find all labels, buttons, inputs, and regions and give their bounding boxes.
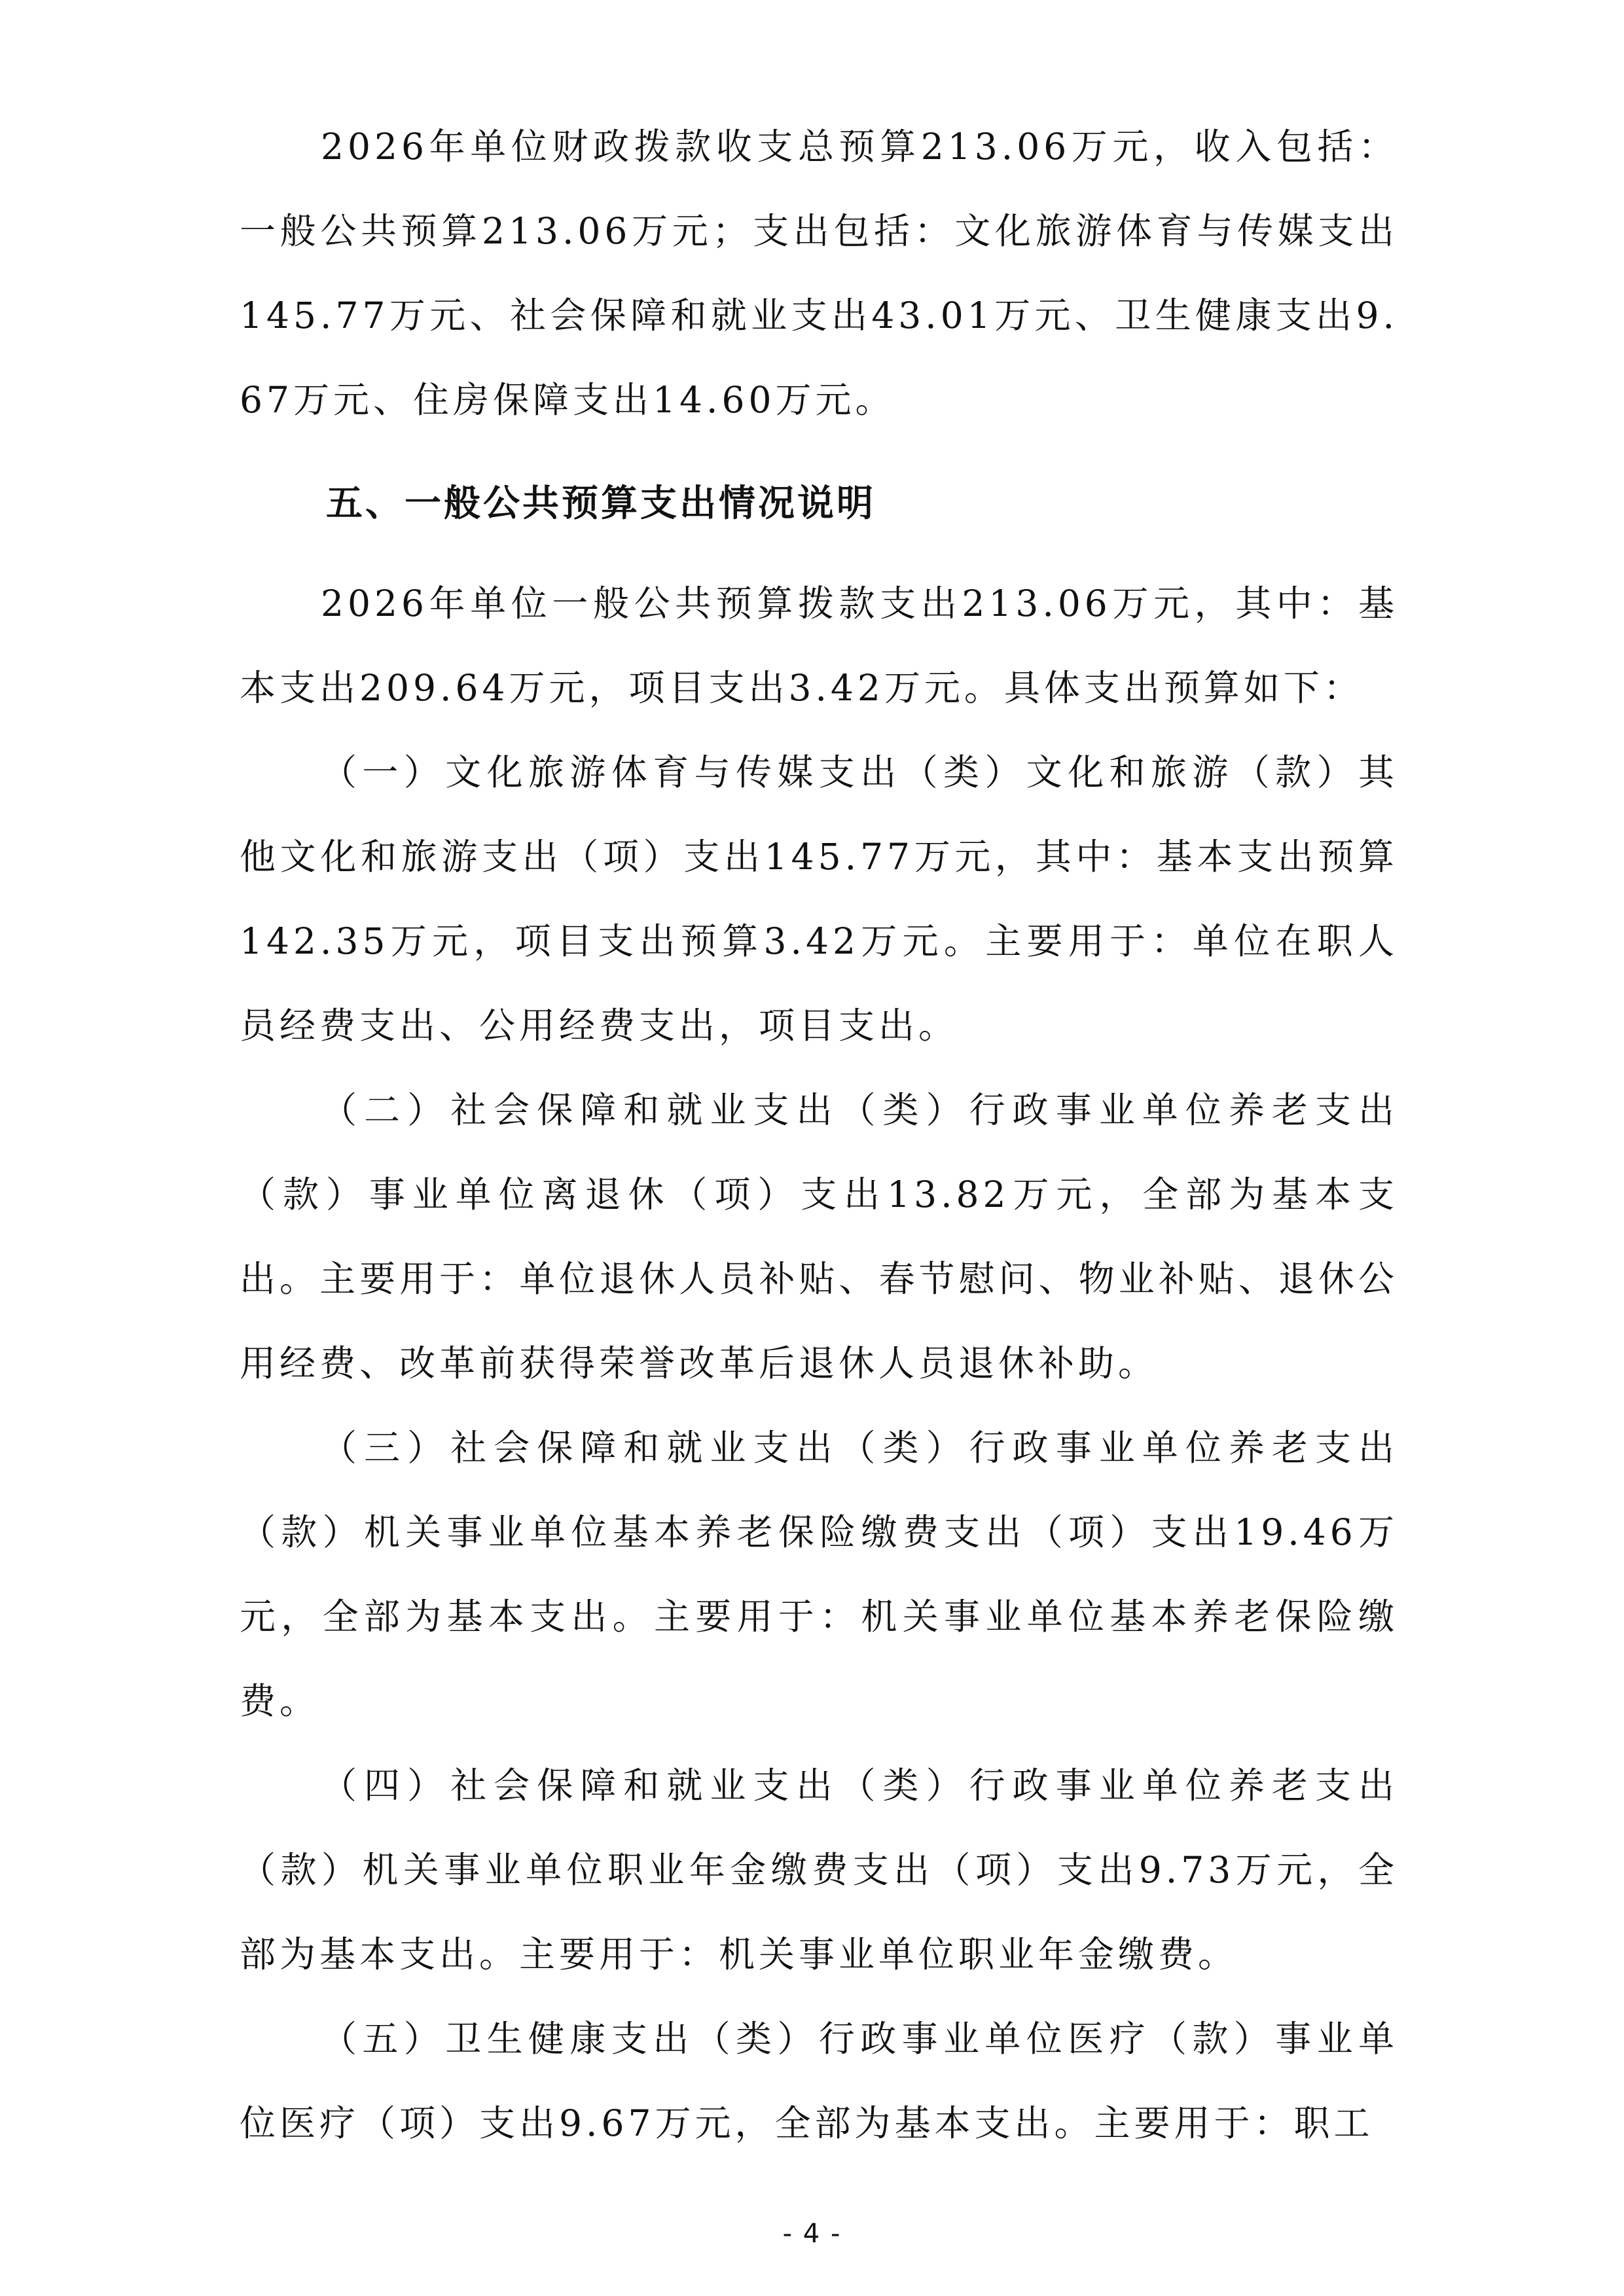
section-heading: 五、一般公共预算支出情况说明 [326,482,876,525]
paragraph-budget-total: 2026年单位财政拨款收支总预算213.06万元，收入包括：一般公共预算213.06万元；支出包括：文化旅游体育与传媒支出145.77万元、社会保障和就业支出43.01万元、卫生健康支出9.67万元、住房保障支出14.60万元。 [240,126,1398,421]
paragraph-item-2-retirement: （二）社会保障和就业支出（类）行政事业单位养老支出（款）事业单位离退休（项）支出13.82万元，全部为基本支出。主要用于：单位退休人员补贴、春节慰问、物业补贴、退休公用经费、改革前获得荣誉改革后退休人员退休补助。 [240,1089,1398,1384]
paragraph-item-1-culture: （一）文化旅游体育与传媒支出（类）文化和旅游（款）其他文化和旅游支出（项）支出145.77万元，其中：基本支出预算142.35万元，项目支出预算3.42万元。主要用于：单位在职人员经费支出、公用经费支出，项目支出。 [240,751,1398,1047]
paragraph-item-3-pension-insurance: （三）社会保障和就业支出（类）行政事业单位养老支出（款）机关事业单位基本养老保险缴费支出（项）支出19.46万元，全部为基本支出。主要用于：机关事业单位基本养老保险缴费。 [240,1427,1398,1722]
paragraph-expenditure-summary: 2026年单位一般公共预算拨款支出213.06万元，其中：基本支出209.64万元，项目支出3.42万元。具体支出预算如下： [240,583,1398,709]
page-number: - 4 - [782,2219,842,2249]
paragraph-item-4-occupational-annuity: （四）社会保障和就业支出（类）行政事业单位养老支出（款）机关事业单位职业年金缴费支出（项）支出9.73万元，全部为基本支出。主要用于：机关事业单位职业年金缴费。 [240,1765,1398,1975]
paragraph-item-5-health: （五）卫生健康支出（类）行政事业单位医疗（款）事业单位医疗（项）支出9.67万元，全部为基本支出。主要用于：职工 [240,2018,1398,2144]
document-body [240,105,1398,2166]
